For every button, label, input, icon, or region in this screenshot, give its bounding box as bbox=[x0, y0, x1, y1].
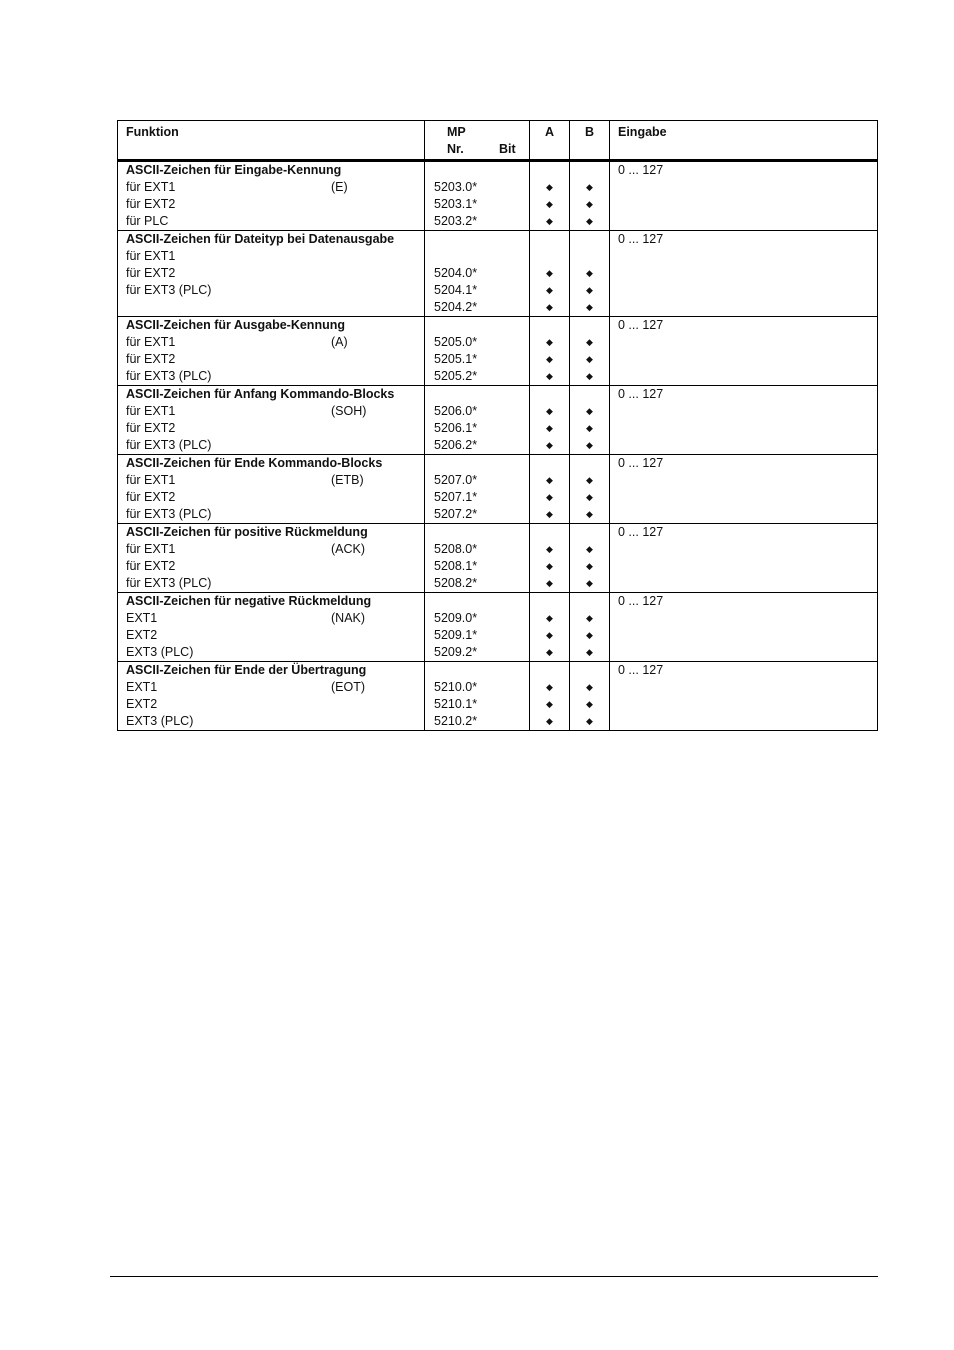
item-label: für EXT1 bbox=[126, 335, 176, 349]
item-label: EXT2 bbox=[126, 697, 158, 711]
table-row bbox=[118, 662, 878, 731]
mp-spacer bbox=[425, 317, 529, 334]
header-a: A bbox=[530, 121, 570, 161]
funktion-cell bbox=[118, 386, 425, 455]
function-item bbox=[118, 420, 424, 437]
bullet-marker-icon: ◆ bbox=[546, 578, 553, 588]
function-title: ASCII-Zeichen für Dateityp bei Datenausgabe bbox=[126, 232, 395, 246]
item-label: für EXT1 bbox=[126, 542, 176, 556]
bullet-marker-icon: ◆ bbox=[586, 302, 593, 312]
item-code: (E) bbox=[331, 180, 348, 194]
item-label: für EXT3 (PLC) bbox=[126, 369, 212, 383]
mp-number: 5204.0* bbox=[434, 266, 478, 280]
column-b-cell bbox=[570, 161, 610, 231]
marker-spacer bbox=[570, 455, 609, 472]
bullet-marker-icon: ◆ bbox=[586, 561, 593, 571]
column-a-cell bbox=[530, 386, 570, 455]
bullet-marker-icon: ◆ bbox=[546, 302, 553, 312]
bullet-marker-icon: ◆ bbox=[586, 492, 593, 502]
mp-cell bbox=[425, 593, 530, 662]
function-item bbox=[118, 575, 424, 592]
column-a-cell bbox=[530, 455, 570, 524]
header-eingabe: Eingabe bbox=[610, 121, 878, 161]
input-range: 0 ... 127 bbox=[618, 525, 664, 539]
marker-spacer bbox=[570, 662, 609, 679]
header-row bbox=[118, 121, 878, 161]
function-item bbox=[118, 265, 424, 282]
mp-number: 5205.2* bbox=[434, 369, 478, 383]
bullet-marker-icon: ◆ bbox=[546, 475, 553, 485]
function-item bbox=[118, 506, 424, 523]
mp-number: 5207.2* bbox=[434, 507, 478, 521]
bullet-marker-icon: ◆ bbox=[586, 285, 593, 295]
column-a-cell bbox=[530, 161, 570, 231]
item-label: EXT3 (PLC) bbox=[126, 714, 194, 728]
item-label: für EXT3 (PLC) bbox=[126, 507, 212, 521]
mp-spacer bbox=[425, 386, 529, 403]
table-row bbox=[118, 161, 878, 231]
funktion-cell bbox=[118, 593, 425, 662]
mp-number: 5207.0* bbox=[434, 473, 478, 487]
item-label bbox=[126, 299, 331, 316]
mp-spacer bbox=[425, 231, 529, 248]
function-item bbox=[118, 610, 424, 627]
bullet-marker-icon: ◆ bbox=[586, 337, 593, 347]
item-label: für EXT2 bbox=[126, 197, 176, 211]
input-range: 0 ... 127 bbox=[618, 594, 664, 608]
column-b-cell bbox=[570, 386, 610, 455]
marker-spacer bbox=[530, 455, 569, 472]
table-body bbox=[118, 161, 878, 731]
item-label: für EXT3 (PLC) bbox=[126, 438, 212, 452]
marker-spacer bbox=[570, 524, 609, 541]
mp-number: 5209.1* bbox=[434, 628, 478, 642]
mp-number: 5208.2* bbox=[434, 576, 478, 590]
function-title: ASCII-Zeichen für Eingabe-Kennung bbox=[126, 163, 342, 177]
eingabe-cell bbox=[610, 662, 878, 731]
mp-spacer bbox=[425, 524, 529, 541]
marker-spacer bbox=[530, 662, 569, 679]
funktion-cell bbox=[118, 662, 425, 731]
marker-spacer bbox=[570, 317, 609, 334]
eingabe-cell bbox=[610, 386, 878, 455]
table-row bbox=[118, 593, 878, 662]
bullet-marker-icon: ◆ bbox=[546, 354, 553, 364]
bullet-marker-icon: ◆ bbox=[546, 337, 553, 347]
mp-number: 5205.0* bbox=[434, 335, 478, 349]
item-label: EXT1 bbox=[126, 680, 158, 694]
eingabe-cell bbox=[610, 524, 878, 593]
mp-cell bbox=[425, 662, 530, 731]
mp-number: 5209.0* bbox=[434, 611, 478, 625]
item-label: für EXT3 (PLC) bbox=[126, 576, 212, 590]
mp-number: 5204.1* bbox=[434, 283, 478, 297]
column-a-cell bbox=[530, 593, 570, 662]
mp-spacer bbox=[425, 593, 529, 610]
item-label: für EXT1 bbox=[126, 249, 176, 263]
function-item bbox=[118, 489, 424, 506]
bullet-marker-icon: ◆ bbox=[546, 682, 553, 692]
function-item bbox=[118, 368, 424, 385]
mp-cell bbox=[425, 161, 530, 231]
function-item bbox=[118, 541, 424, 558]
bullet-marker-icon: ◆ bbox=[546, 199, 553, 209]
table-row bbox=[118, 386, 878, 455]
bullet-marker-icon: ◆ bbox=[586, 475, 593, 485]
function-item bbox=[118, 472, 424, 489]
mp-number: 5206.1* bbox=[434, 421, 478, 435]
function-title: ASCII-Zeichen für Ende Kommando-Blocks bbox=[126, 456, 383, 470]
mp-number: 5206.2* bbox=[434, 438, 478, 452]
eingabe-cell bbox=[610, 161, 878, 231]
function-item bbox=[118, 299, 424, 316]
bullet-marker-icon: ◆ bbox=[586, 216, 593, 226]
bullet-marker-icon: ◆ bbox=[586, 354, 593, 364]
funktion-cell bbox=[118, 231, 425, 317]
mp-number: 5210.0* bbox=[434, 680, 478, 694]
function-item bbox=[118, 248, 424, 265]
function-item bbox=[118, 713, 424, 730]
item-label: EXT1 bbox=[126, 611, 158, 625]
bullet-marker-icon: ◆ bbox=[546, 561, 553, 571]
function-item bbox=[118, 437, 424, 454]
mp-number: 5209.2* bbox=[434, 645, 478, 659]
item-label: EXT2 bbox=[126, 628, 158, 642]
column-a-cell bbox=[530, 524, 570, 593]
item-code: (A) bbox=[331, 335, 348, 349]
item-label: für EXT1 bbox=[126, 473, 176, 487]
mp-number: 5208.1* bbox=[434, 559, 478, 573]
function-item bbox=[118, 282, 424, 299]
marker-spacer bbox=[570, 593, 609, 610]
bullet-marker-icon: ◆ bbox=[546, 647, 553, 657]
item-label: für EXT2 bbox=[126, 352, 176, 366]
marker-spacer bbox=[530, 524, 569, 541]
item-label: für EXT1 bbox=[126, 404, 176, 418]
mp-cell bbox=[425, 455, 530, 524]
marker-spacer bbox=[530, 231, 569, 248]
input-range: 0 ... 127 bbox=[618, 663, 664, 677]
function-title: ASCII-Zeichen für negative Rückmeldung bbox=[126, 594, 372, 608]
marker-spacer bbox=[570, 386, 609, 403]
bullet-marker-icon: ◆ bbox=[586, 509, 593, 519]
column-b-cell bbox=[570, 524, 610, 593]
column-b-cell bbox=[570, 662, 610, 731]
function-item bbox=[118, 558, 424, 575]
item-code: (EOT) bbox=[331, 680, 366, 694]
function-title: ASCII-Zeichen für Ausgabe-Kennung bbox=[126, 318, 345, 332]
mp-number: 5203.2* bbox=[434, 214, 478, 228]
bullet-marker-icon: ◆ bbox=[586, 613, 593, 623]
function-title: ASCII-Zeichen für Anfang Kommando-Blocks bbox=[126, 387, 395, 401]
item-code: (SOH) bbox=[331, 404, 367, 418]
input-range: 0 ... 127 bbox=[618, 318, 664, 332]
bullet-marker-icon: ◆ bbox=[546, 699, 553, 709]
bullet-marker-icon: ◆ bbox=[546, 492, 553, 502]
funktion-cell bbox=[118, 524, 425, 593]
function-item bbox=[118, 351, 424, 368]
funktion-cell bbox=[118, 161, 425, 231]
mp-number: 5208.0* bbox=[434, 542, 478, 556]
bullet-marker-icon: ◆ bbox=[586, 699, 593, 709]
table-row bbox=[118, 455, 878, 524]
function-item bbox=[118, 334, 424, 351]
bullet-marker-icon: ◆ bbox=[586, 182, 593, 192]
column-b-cell bbox=[570, 455, 610, 524]
funktion-cell bbox=[118, 455, 425, 524]
bullet-marker-icon: ◆ bbox=[546, 509, 553, 519]
item-label: für EXT3 (PLC) bbox=[126, 283, 212, 297]
function-item bbox=[118, 196, 424, 213]
bullet-marker-icon: ◆ bbox=[546, 544, 553, 554]
bullet-marker-icon: ◆ bbox=[546, 423, 553, 433]
column-b-cell bbox=[570, 593, 610, 662]
bullet-marker-icon: ◆ bbox=[586, 544, 593, 554]
bullet-marker-icon: ◆ bbox=[586, 630, 593, 640]
column-a-cell bbox=[530, 231, 570, 317]
column-b-cell bbox=[570, 231, 610, 317]
input-range: 0 ... 127 bbox=[618, 387, 664, 401]
item-label: EXT3 (PLC) bbox=[126, 645, 194, 659]
mp-number: 5203.0* bbox=[434, 180, 478, 194]
function-item bbox=[118, 403, 424, 420]
function-item bbox=[118, 627, 424, 644]
item-label: für EXT2 bbox=[126, 559, 176, 573]
bullet-marker-icon: ◆ bbox=[586, 199, 593, 209]
bullet-marker-icon: ◆ bbox=[586, 578, 593, 588]
mp-number: 5210.1* bbox=[434, 697, 478, 711]
bullet-marker-icon: ◆ bbox=[546, 630, 553, 640]
item-label: für EXT2 bbox=[126, 421, 176, 435]
mp-number: 5207.1* bbox=[434, 490, 478, 504]
bullet-marker-icon bbox=[570, 248, 609, 265]
eingabe-cell bbox=[610, 455, 878, 524]
function-item bbox=[118, 179, 424, 196]
bullet-marker-icon: ◆ bbox=[586, 716, 593, 726]
mp-spacer bbox=[425, 662, 529, 679]
bullet-marker-icon: ◆ bbox=[546, 182, 553, 192]
funktion-cell bbox=[118, 317, 425, 386]
footer-divider bbox=[110, 1276, 878, 1277]
input-range: 0 ... 127 bbox=[618, 456, 664, 470]
marker-spacer bbox=[570, 162, 609, 179]
bullet-marker-icon: ◆ bbox=[546, 268, 553, 278]
bullet-marker-icon: ◆ bbox=[586, 268, 593, 278]
bullet-marker-icon: ◆ bbox=[586, 423, 593, 433]
header-b: B bbox=[570, 121, 610, 161]
header-mp bbox=[425, 121, 530, 161]
function-title: ASCII-Zeichen für positive Rückmeldung bbox=[126, 525, 368, 539]
bullet-marker-icon: ◆ bbox=[546, 440, 553, 450]
mp-spacer bbox=[425, 162, 529, 179]
header-mp-label: MP bbox=[447, 125, 466, 139]
mp-number bbox=[425, 248, 529, 265]
marker-spacer bbox=[530, 162, 569, 179]
table-row bbox=[118, 231, 878, 317]
marker-spacer bbox=[530, 386, 569, 403]
mp-number: 5204.2* bbox=[434, 300, 478, 314]
eingabe-cell bbox=[610, 231, 878, 317]
bullet-marker-icon: ◆ bbox=[586, 371, 593, 381]
mp-number: 5203.1* bbox=[434, 197, 478, 211]
mp-number: 5210.2* bbox=[434, 714, 478, 728]
function-item bbox=[118, 679, 424, 696]
item-label: für EXT2 bbox=[126, 490, 176, 504]
table-row bbox=[118, 317, 878, 386]
bullet-marker-icon: ◆ bbox=[546, 716, 553, 726]
item-label: für PLC bbox=[126, 214, 169, 228]
column-a-cell bbox=[530, 317, 570, 386]
bullet-marker-icon: ◆ bbox=[586, 406, 593, 416]
bullet-marker-icon: ◆ bbox=[586, 440, 593, 450]
marker-spacer bbox=[570, 231, 609, 248]
bullet-marker-icon: ◆ bbox=[546, 406, 553, 416]
item-code: (ACK) bbox=[331, 542, 366, 556]
marker-spacer bbox=[530, 593, 569, 610]
header-funktion: Funktion bbox=[118, 121, 425, 161]
column-a-cell bbox=[530, 662, 570, 731]
eingabe-cell bbox=[610, 317, 878, 386]
parameter-table bbox=[117, 120, 878, 731]
function-title: ASCII-Zeichen für Ende der Übertragung bbox=[126, 663, 367, 677]
mp-number: 5206.0* bbox=[434, 404, 478, 418]
mp-cell bbox=[425, 386, 530, 455]
input-range: 0 ... 127 bbox=[618, 163, 664, 177]
mp-spacer bbox=[425, 455, 529, 472]
bullet-marker-icon: ◆ bbox=[546, 371, 553, 381]
item-label: für EXT2 bbox=[126, 266, 176, 280]
bullet-marker-icon bbox=[530, 248, 569, 265]
mp-cell bbox=[425, 524, 530, 593]
mp-cell bbox=[425, 317, 530, 386]
bullet-marker-icon: ◆ bbox=[546, 216, 553, 226]
bullet-marker-icon: ◆ bbox=[546, 285, 553, 295]
bullet-marker-icon: ◆ bbox=[586, 647, 593, 657]
marker-spacer bbox=[530, 317, 569, 334]
mp-number: 5205.1* bbox=[434, 352, 478, 366]
column-b-cell bbox=[570, 317, 610, 386]
item-label: für EXT1 bbox=[126, 180, 176, 194]
header-bit: Bit bbox=[499, 142, 516, 156]
function-item bbox=[118, 644, 424, 661]
input-range: 0 ... 127 bbox=[618, 232, 664, 246]
header-nr: Nr. bbox=[447, 142, 464, 156]
eingabe-cell bbox=[610, 593, 878, 662]
mp-cell bbox=[425, 231, 530, 317]
item-code: (ETB) bbox=[331, 473, 364, 487]
item-code: (NAK) bbox=[331, 611, 366, 625]
table-row bbox=[118, 524, 878, 593]
function-item bbox=[118, 696, 424, 713]
bullet-marker-icon: ◆ bbox=[586, 682, 593, 692]
bullet-marker-icon: ◆ bbox=[546, 613, 553, 623]
function-item bbox=[118, 213, 424, 230]
